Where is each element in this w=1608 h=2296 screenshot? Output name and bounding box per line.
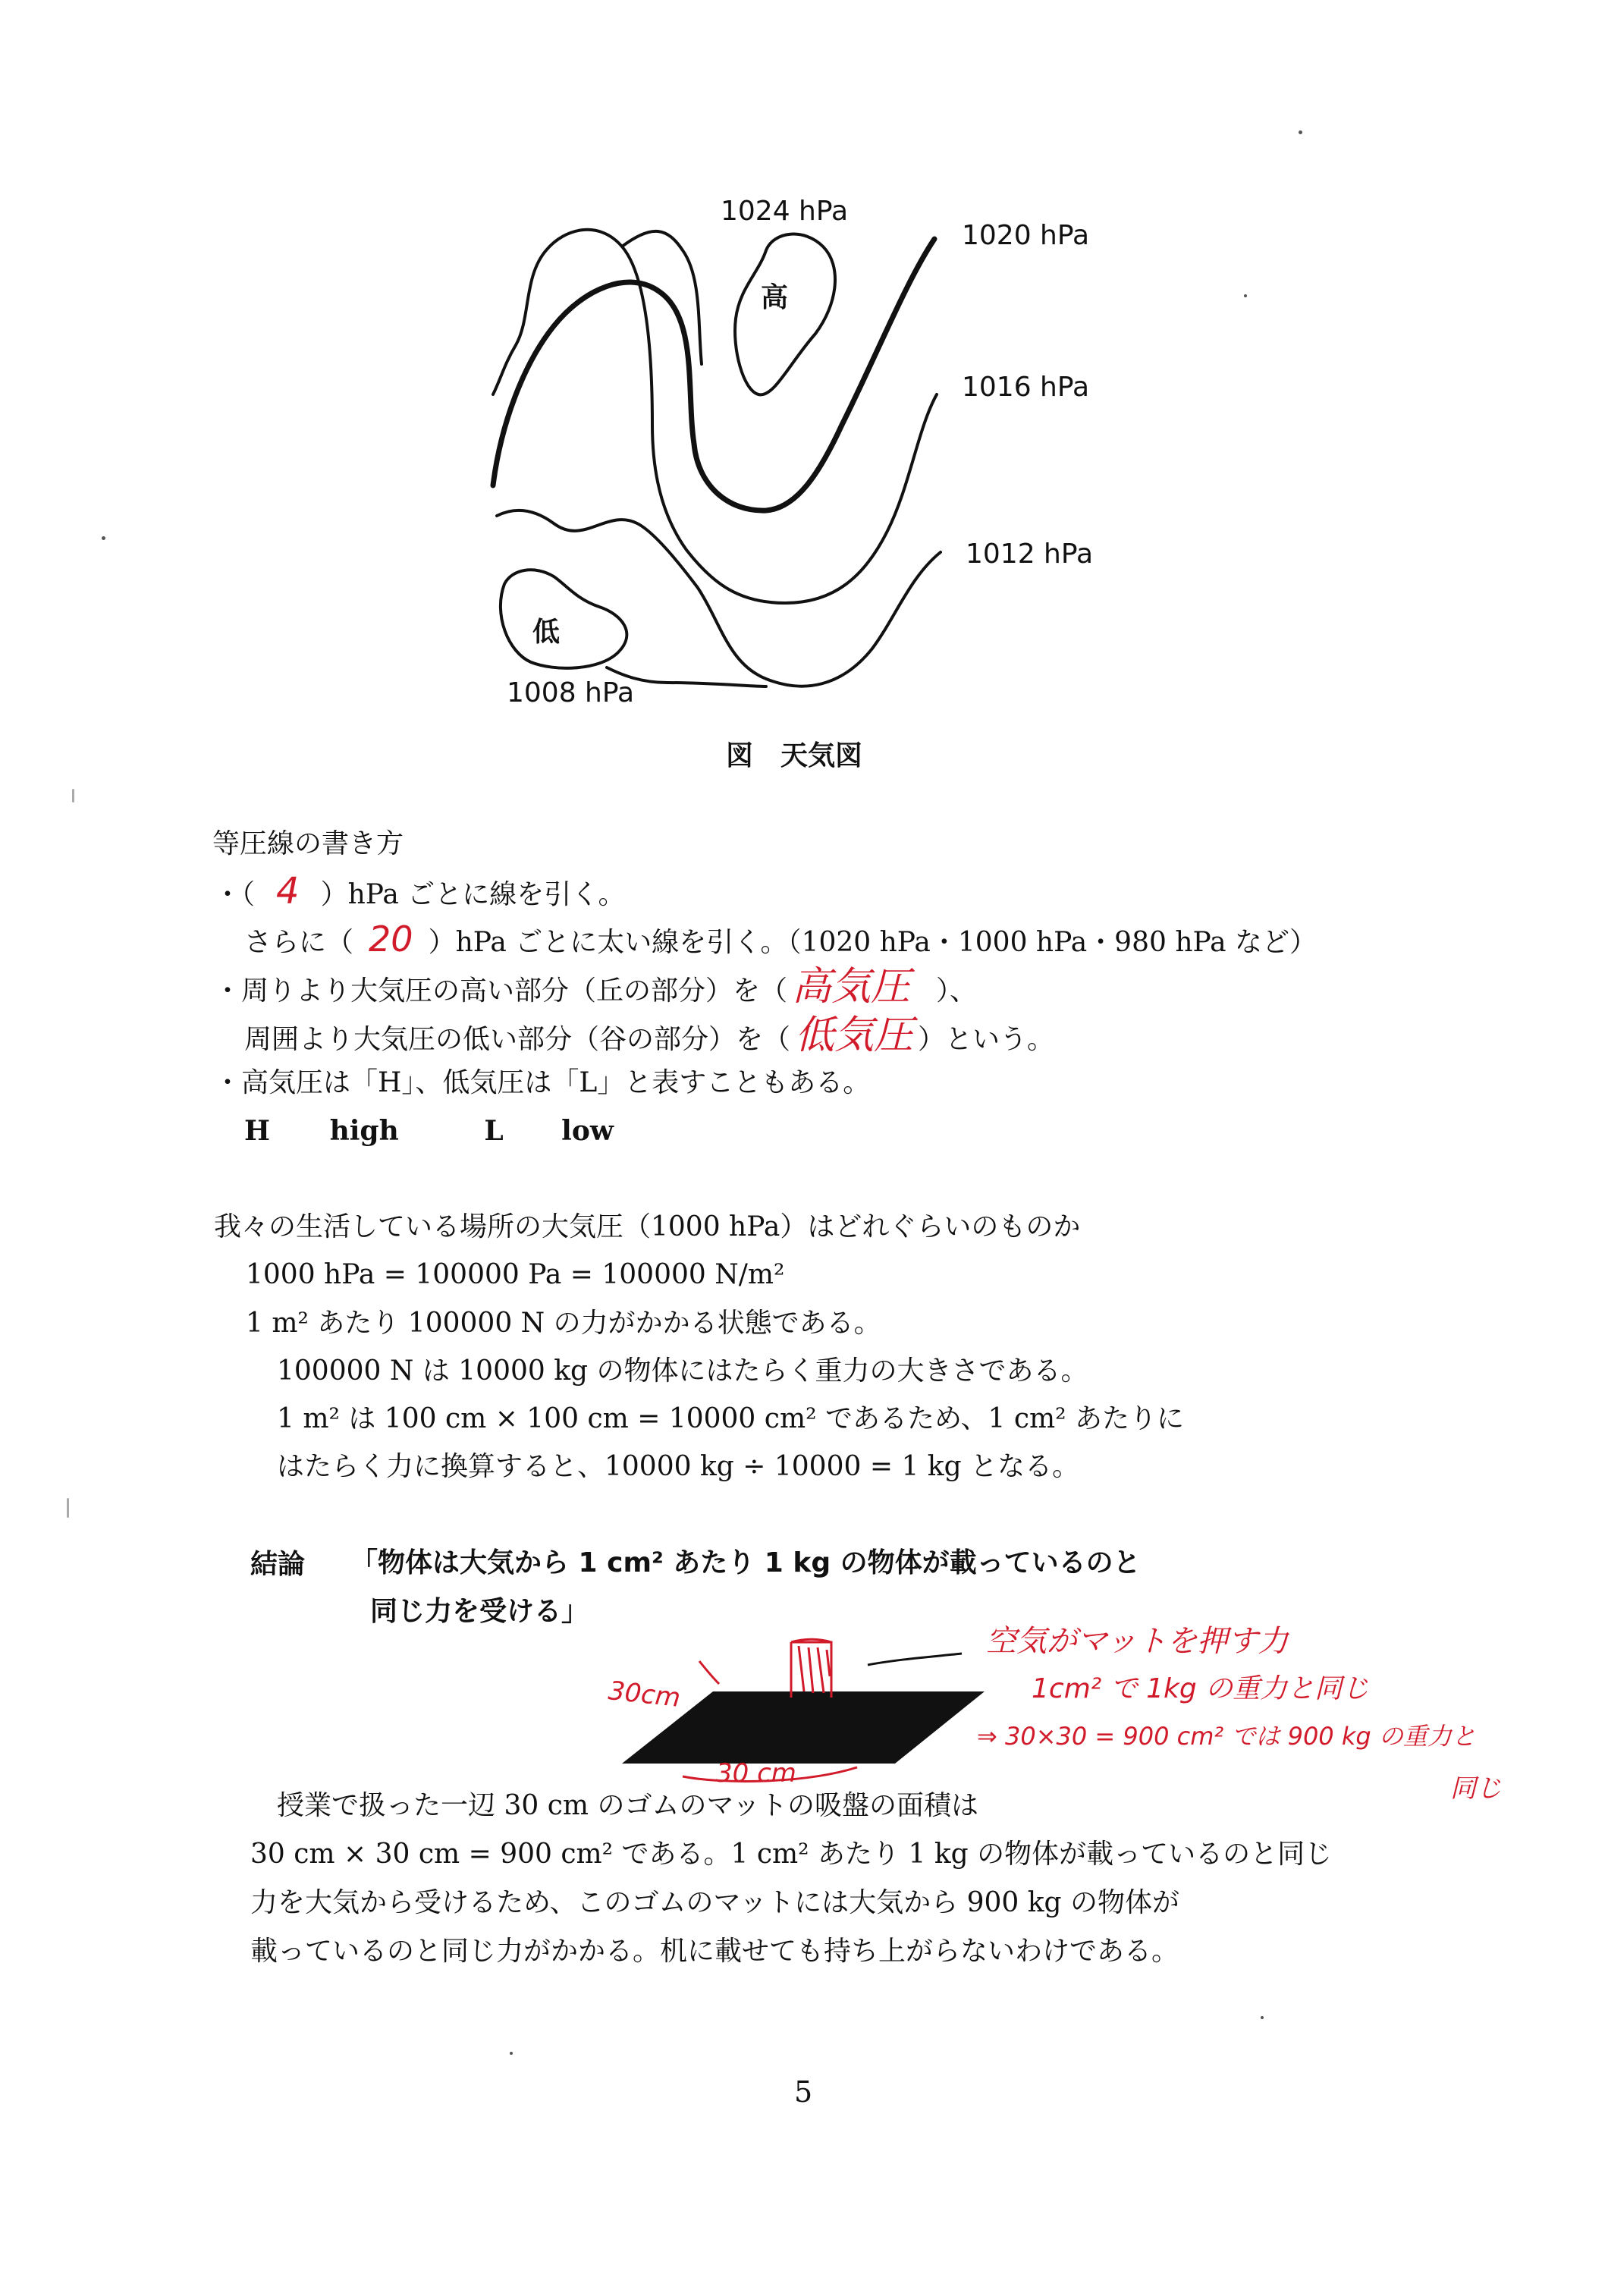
label-1020: 1020 hPa [962,220,1090,251]
conclusion-text-2: 同じ力を受ける」 [370,1596,589,1627]
blank-answer-20: 20 [369,919,413,960]
isobar-1016-curl [622,231,702,364]
section3-line-3: 力を大気から受けるため、このゴムのマットには大気から 900 kg の物体が [250,1887,1180,1918]
scan-speck [67,1498,69,1518]
high-pressure-mark: 高 [761,282,789,313]
scan-speck [102,536,105,540]
legend-high: high [329,1115,399,1147]
label-1024: 1024 hPa [721,196,849,227]
rule-line-4-pre: 周囲より大気圧の低い部分（谷の部分）を（ [244,1024,791,1055]
rubber-mat-sketch [0,1608,1608,1805]
section1-heading: 等圧線の書き方 [212,828,404,859]
scan-speck [72,789,74,803]
section2-equation: 1000 hPa = 100000 Pa = 100000 N/m² [246,1259,785,1290]
handwritten-note-2: 1cm² で 1kg の重力と同じ [1032,1673,1370,1704]
low-pressure-mark: 低 [532,617,561,648]
handwritten-note-4: 同じ [1450,1773,1502,1804]
blank-answer-4: 4 [276,870,300,912]
rule-line-2-post: ）hPa ごとに太い線を引く。（1020 hPa・1000 hPa・980 hPa など） [428,927,1317,958]
label-1008: 1008 hPa [507,677,635,708]
scan-speck [510,2052,513,2055]
figure-caption: 図 天気図 [726,740,863,771]
label-1016: 1016 hPa [962,372,1090,403]
conclusion-text-1: 「物体は大気から 1 cm² あたり 1 kg の物体が載っているのと [350,1547,1141,1578]
rule-line-2 [244,919,1317,960]
scan-speck [1299,130,1302,134]
handwritten-note-1: 空気がマットを押す力 [986,1624,1289,1659]
scan-speck [1244,294,1247,297]
isobar-1016 [493,230,937,603]
rule-line-4-post: ）という。 [918,1024,1055,1055]
legend-l: L [484,1115,504,1147]
section2-line-3: 100000 N は 10000 kg の物体にはたらく重力の大きさである。 [277,1355,1088,1387]
weather-map-figure [0,0,1608,774]
mat-dim-left: 30cm [607,1676,682,1713]
rule-line-1-post: ）hPa ごとに線を引く。 [320,879,626,910]
rule-line-1 [214,870,626,912]
isobar-1012 [497,510,941,686]
blank-answer-high: 高気圧 [792,964,911,1010]
rule-line-5: ・高気圧は「H」、低気圧は「L」と表すこともある。 [214,1067,871,1098]
label-1012: 1012 hPa [966,539,1094,570]
legend-low: low [561,1115,614,1147]
section3-line-2: 30 cm × 30 cm = 900 cm² である。1 cm² あたり 1 kg の物体が載っているのと同じ [250,1839,1333,1870]
isobar-1020 [493,239,934,510]
page-number: 5 [794,2075,813,2109]
note-pointer-line [868,1654,962,1665]
mat-dim-bottom: 30 cm [716,1758,796,1789]
legend-h: H [244,1115,271,1147]
rule-line-4 [244,1013,1055,1058]
rule-line-3-pre: ・周りより大気圧の高い部分（丘の部分）を（ [214,975,788,1007]
isobar-1008 [501,570,627,668]
section3-line-1: 授業で扱った一辺 30 cm のゴムのマットの吸盤の面積は [277,1790,978,1821]
section2-line-2: 1 m² あたり 100000 N の力がかかる状態である。 [246,1308,881,1339]
section2-line-4: 1 m² は 100 cm × 100 cm = 10000 cm² であるため、1 cm² あたりに [277,1403,1185,1434]
hl-legend [244,1113,614,1148]
rule-line-1-pre: ・（ [214,879,256,910]
rule-line-3-post: ）、 [936,975,978,1007]
section3-line-4: 載っているのと同じ力がかかる。机に載せても持ち上がらないわけである。 [250,1936,1179,1967]
rule-line-2-pre: さらに（ [244,927,354,958]
section2-heading: 我々の生活している場所の大気圧（1000 hPa）はどれぐらいのものか [214,1211,1081,1242]
handwritten-note-3: ⇒ 30×30 = 900 cm² では 900 kg の重力と [977,1722,1476,1751]
dim-arrow-left [699,1661,719,1684]
blank-answer-low: 低気圧 [795,1013,914,1058]
conclusion-label: 結論 [250,1549,306,1580]
scan-speck [1261,2016,1264,2019]
section2-line-5: はたらく力に換算すると、10000 kg ÷ 10000 = 1 kg となる。 [277,1451,1080,1482]
rule-line-3 [214,964,978,1010]
air-column-icon [791,1639,831,1698]
